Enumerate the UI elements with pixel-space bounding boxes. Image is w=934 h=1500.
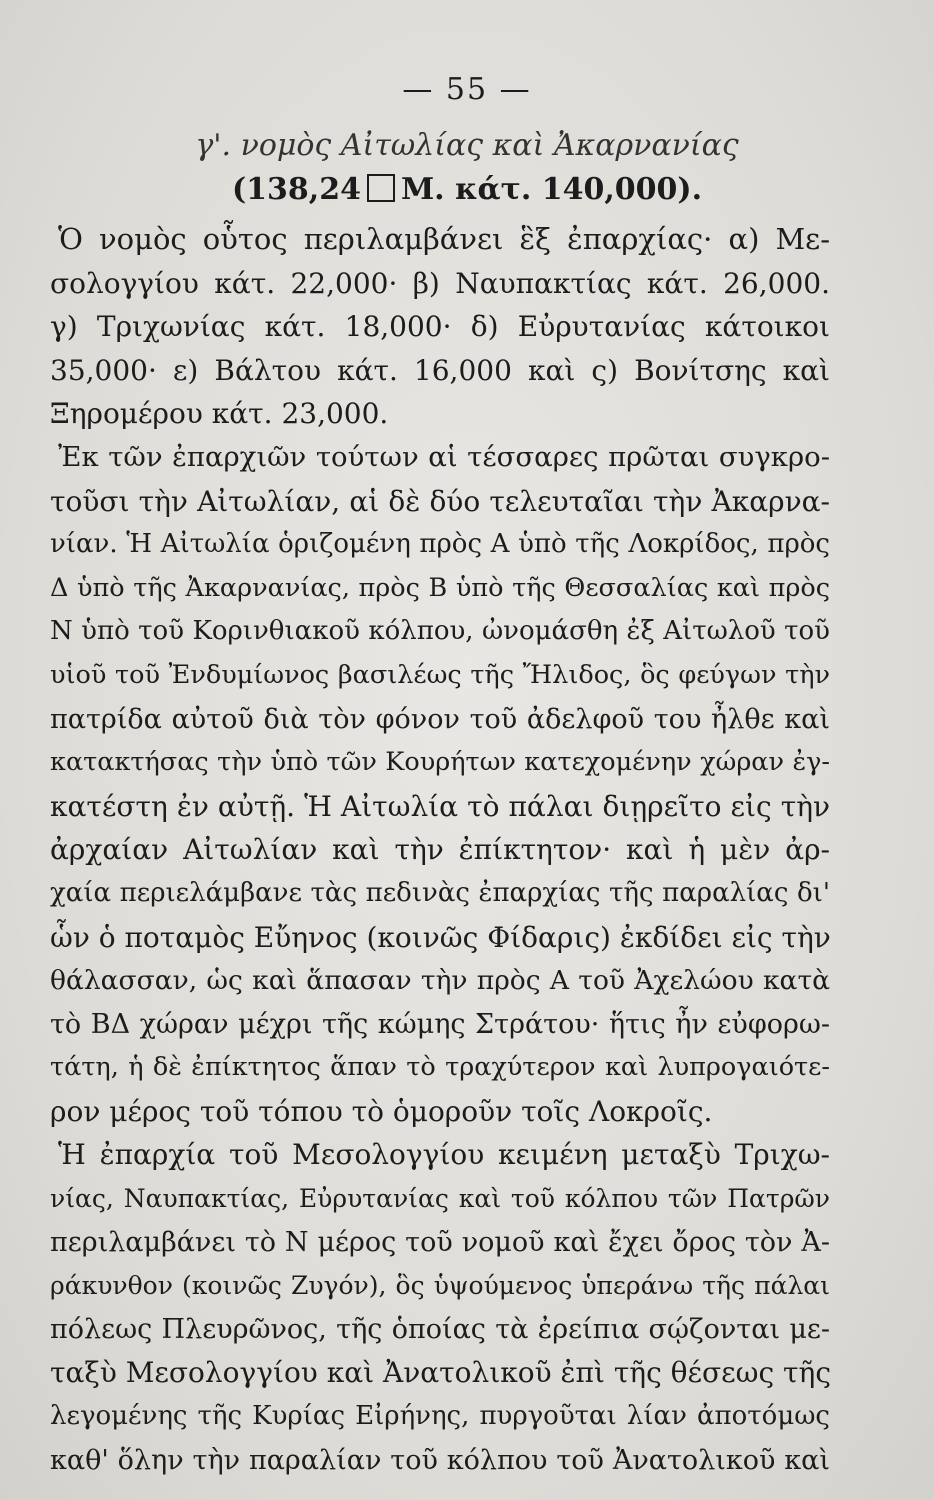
square-symbol-icon: [367, 174, 395, 202]
text-line: νίας, Ναυπακτίας, Εὐρυτανίας καὶ τοῦ κόλπου τῶν Πατρῶν: [50, 1184, 830, 1214]
text-line: κατέστη ἐν αὐτῇ. Ἡ Αἰτωλία τὸ πάλαι διῃρεῖτο εἰς τὴν: [50, 789, 830, 823]
text-line: γ) Τριχωνίας κάτ. 18,000· δ) Εὐρυτανίας κάτοικοι: [50, 310, 830, 344]
text-line: καθ' ὅλην τὴν παραλίαν τοῦ κόλπου τοῦ Ἀνατολικοῦ καὶ: [50, 1444, 830, 1476]
text-line: τάτη, ἡ δὲ ἐπίκτητος ἅπαν τὸ τραχύτερον καὶ λυπρογαιότε-: [50, 1052, 830, 1083]
text-line: Ξηρομέρου κάτ. 23,000.: [50, 397, 389, 431]
text-line: κατακτήσας τὴν ὑπὸ τῶν Κουρήτων κατεχομένην χώραν ἐγ-: [50, 747, 830, 778]
text-line: ράκυνθον (κοινῶς Ζυγόν), ὃς ὑψούμενος ὑπεράνω τῆς πάλαι: [50, 1271, 830, 1301]
text-line: ταξὺ Μεσολογγίου καὶ Ἀνατολικοῦ ἐπὶ τῆς θέσεως τῆς: [50, 1356, 832, 1390]
page-number: — 55 —: [402, 72, 532, 107]
population-value: Μ. κάτ. 140,000).: [400, 172, 703, 207]
text-line: 35,000· ε) Βάλτου κάτ. 16,000 καὶ ς) Βονίτσης καὶ: [50, 353, 830, 387]
text-line: νίαν. Ἡ Αἰτωλία ὁριζομένη πρὸς Α ὑπὸ τῆς Λοκρίδος, πρὸς: [50, 529, 830, 560]
area-line: [0, 172, 934, 207]
text-line: ὧν ὁ ποταμὸς Εὔηνος (κοινῶς Φίδαρις) ἐκδίδει εἰς τὴν: [50, 920, 831, 954]
text-line: Ἡ ἐπαρχία τοῦ Μεσολογγίου κειμένη μεταξὺ Τριχω-: [58, 1138, 830, 1172]
text-line: θάλασσαν, ὡς καὶ ἅπασαν τὴν πρὸς Α τοῦ Ἀχελώου κατὰ: [50, 965, 830, 997]
text-line: τοῦσι τὴν Αἰτωλίαν, αἱ δὲ δύο τελευταῖαι τὴν Ἀκαρνα-: [50, 484, 830, 518]
text-line: πατρίδα αὐτοῦ διὰ τὸν φόνον τοῦ ἀδελφοῦ του ἦλθε καὶ: [50, 703, 830, 735]
text-line: λεγομένης τῆς Κυρίας Εἰρήνης, πυργοῦται λίαν ἀποτόμως: [50, 1401, 830, 1432]
text-line: Δ ὑπὸ τῆς Ἀκαρνανίας, πρὸς Β ὑπὸ τῆς Θεσσαλίας καὶ πρὸς: [50, 572, 830, 603]
text-line: ἀρχαίαν Αἰτωλίαν καὶ τὴν ἐπίκτητον· καὶ ἡ μὲν ἀρ-: [50, 833, 830, 867]
text-line: χαία περιελάμβανε τὰς πεδινὰς ἐπαρχίας τῆς παραλίας δι': [50, 877, 830, 908]
text-line: περιλαμβάνει τὸ Ν μέρος τοῦ νομοῦ καὶ ἔχει ὄρος τὸν Ἀ-: [50, 1226, 830, 1258]
body-text: [50, 218, 830, 1482]
text-line: Ὁ νομὸς οὗτος περιλαμβάνει ἓξ ἐπαρχίας· α) Με-: [58, 222, 830, 256]
section-heading: γ'. νομὸς Αἰτωλίας καὶ Ἀκαρνανίας: [195, 128, 739, 163]
area-value: (138,24: [231, 172, 361, 207]
text-line: πόλεως Πλευρῶνος, τῆς ὁποίας τὰ ἐρείπια σῴζονται με-: [50, 1313, 830, 1345]
text-line: τὸ ΒΔ χώραν μέχρι τῆς κώμης Στράτου· ἥτις ἦν εὐφορω-: [50, 1008, 830, 1040]
text-line: Ἐκ τῶν ἐπαρχιῶν τούτων αἱ τέσσαρες πρῶται συγκρο-: [58, 440, 830, 473]
text-line: ρον μέρος τοῦ τόπου τὸ ὁμοροῦν τοῖς Λοκροῖς.: [50, 1094, 713, 1128]
text-line: Ν ὑπὸ τοῦ Κορινθιακοῦ κόλπου, ὠνομάσθη ἐξ Αἰτωλοῦ τοῦ: [50, 616, 830, 647]
text-line: σολογγίου κάτ. 22,000· β) Ναυπακτίας κάτ. 26,000.: [50, 266, 830, 300]
text-line: υἱοῦ τοῦ Ἐνδυμίωνος βασιλέως τῆς Ἤλιδος, ὃς φεύγων τὴν: [50, 659, 830, 690]
